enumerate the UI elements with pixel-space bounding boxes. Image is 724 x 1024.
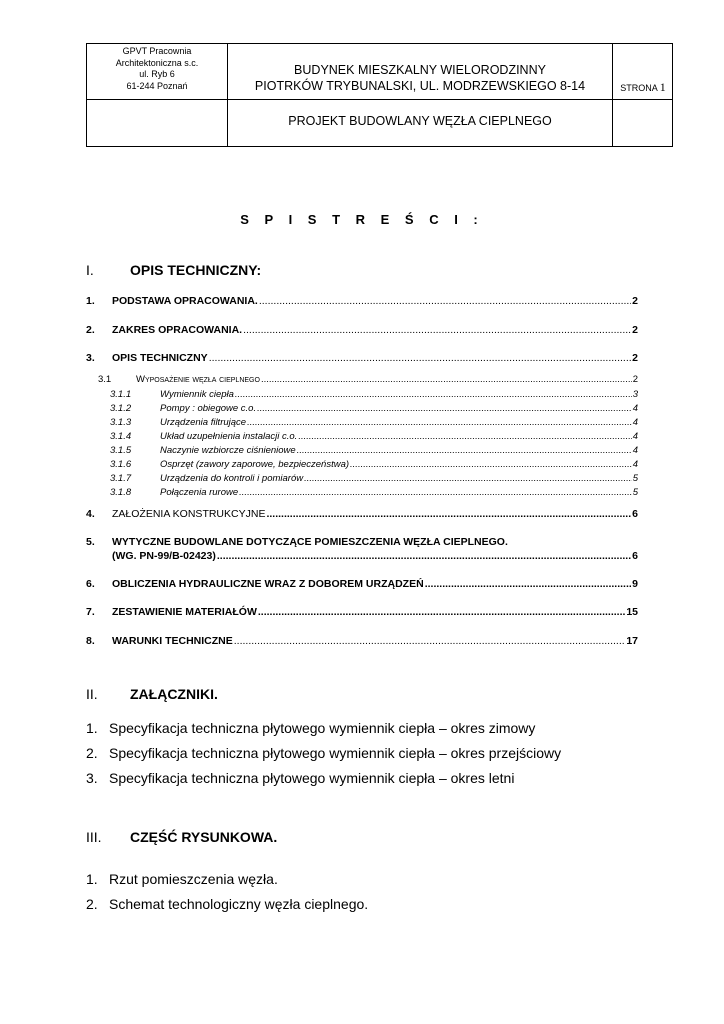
section-title: CZĘŚĆ RYSUNKOWA. bbox=[130, 829, 278, 845]
toc-entry-page: 2 bbox=[632, 352, 638, 364]
divider bbox=[87, 99, 672, 100]
toc-entry-title: Urządzenia do kontroli i pomiarów bbox=[160, 473, 304, 484]
toc-entry-title: Wyposażenie węzła cieplnego bbox=[136, 374, 260, 385]
toc-entry[interactable] bbox=[86, 578, 638, 590]
toc-entry-page: 15 bbox=[626, 606, 638, 618]
toc-leader bbox=[298, 431, 631, 442]
toc-entry[interactable] bbox=[86, 606, 638, 618]
section-title: ZAŁĄCZNIKI. bbox=[130, 686, 218, 702]
toc-entry-title: Naczynie wzbiorcze ciśnieniowe bbox=[160, 445, 296, 456]
toc-entry-title: ZESTAWIENIE MATERIAŁÓW bbox=[112, 606, 257, 618]
toc-entry-page: 4 bbox=[632, 431, 638, 442]
toc-entry-number: 4. bbox=[86, 508, 95, 520]
section-numeral: II. bbox=[86, 686, 98, 702]
toc-leader bbox=[350, 459, 632, 470]
toc-entry-title: PODSTAWA OPRACOWANIA. bbox=[112, 295, 258, 307]
toc-entry-number: 8. bbox=[86, 635, 95, 647]
toc-entry[interactable] bbox=[86, 508, 638, 520]
header-table bbox=[86, 43, 673, 147]
toc-entry-page: 9 bbox=[632, 578, 638, 590]
toc-entry[interactable] bbox=[86, 324, 638, 336]
toc-leader bbox=[304, 473, 632, 484]
toc-entry[interactable] bbox=[86, 295, 638, 307]
toc-entry-page: 3 bbox=[632, 389, 638, 400]
list-item bbox=[86, 896, 368, 912]
section-heading-1 bbox=[86, 262, 261, 278]
list-item bbox=[86, 770, 514, 786]
toc-leader bbox=[266, 508, 631, 520]
toc-entry-number: 3.1.2 bbox=[110, 403, 132, 414]
toc-entry[interactable] bbox=[86, 417, 638, 428]
list-item bbox=[86, 871, 278, 887]
toc-leader bbox=[243, 324, 631, 336]
toc-leader bbox=[259, 295, 631, 307]
toc-leader bbox=[217, 550, 631, 562]
section-title: OPIS TECHNICZNY: bbox=[130, 262, 262, 278]
toc-entry-title: Układ uzupełnienia instalacji c.o. bbox=[160, 431, 298, 442]
list-item-number: 2. bbox=[86, 896, 98, 912]
toc-leader bbox=[235, 389, 632, 400]
toc-entry-number: 3. bbox=[86, 352, 95, 364]
toc-entry-number: 1. bbox=[86, 295, 95, 307]
toc-entry[interactable] bbox=[86, 487, 638, 498]
section-numeral: III. bbox=[86, 829, 102, 845]
toc-entry-number: 3.1.5 bbox=[110, 445, 132, 456]
toc-entry[interactable] bbox=[86, 352, 638, 364]
toc-entry-number: 3.1 bbox=[98, 374, 112, 385]
toc-leader bbox=[234, 635, 626, 647]
toc-entry-page: 4 bbox=[632, 417, 638, 428]
toc-leader bbox=[425, 578, 631, 590]
toc-entry[interactable] bbox=[86, 473, 638, 484]
toc-entry-page: 4 bbox=[632, 403, 638, 414]
section-heading-3 bbox=[86, 829, 277, 845]
toc-entry[interactable] bbox=[86, 374, 638, 385]
toc-leader bbox=[209, 352, 631, 364]
toc-entry-title: (WG. PN-99/B-02423) bbox=[112, 550, 216, 562]
toc-entry-title: Osprzęt (zawory zaporowe, bezpieczeństwa) bbox=[160, 459, 350, 470]
toc-entry-title: Połączenia rurowe bbox=[160, 487, 239, 498]
list-item-text: Rzut pomieszczenia węzła. bbox=[109, 871, 278, 887]
firm-line: ul. Ryb 6 bbox=[139, 69, 175, 79]
toc-entry-title: WARUNKI TECHNICZNE bbox=[112, 635, 233, 647]
toc-entry-page: 2 bbox=[632, 324, 638, 336]
page-number: 1 bbox=[659, 80, 666, 94]
toc-entry-number: 3.1.8 bbox=[110, 487, 132, 498]
toc-entry-page: 6 bbox=[632, 550, 638, 562]
project-title: PROJEKT BUDOWLANY WĘZŁA CIEPLNEGO bbox=[288, 114, 552, 128]
toc-entry-number: 5. bbox=[86, 536, 95, 548]
toc-entry-page: 4 bbox=[632, 459, 638, 470]
toc-entry-number: 3.1.3 bbox=[110, 417, 132, 428]
toc-leader bbox=[239, 487, 632, 498]
list-item bbox=[86, 745, 561, 761]
firm-line: Architektoniczna s.c. bbox=[115, 57, 199, 68]
firm-line: 61-244 Poznań bbox=[126, 80, 188, 91]
toc-leader bbox=[257, 403, 632, 414]
toc-entry-page: 17 bbox=[626, 635, 638, 647]
toc-entry-title: ZAŁOŻENIA KONSTRUKCYJNE bbox=[112, 508, 266, 520]
section-heading-2 bbox=[86, 686, 218, 702]
list-item-text: Specyfikacja techniczna płytowego wymiennik ciepła – okres zimowy bbox=[109, 720, 536, 736]
toc-leader bbox=[247, 417, 632, 428]
toc-entry[interactable] bbox=[86, 550, 638, 562]
toc-entry[interactable] bbox=[86, 445, 638, 456]
toc-entry-number: 7. bbox=[86, 606, 95, 618]
toc-leader bbox=[258, 606, 625, 618]
list-item-number: 1. bbox=[86, 720, 98, 736]
building-line1: BUDYNEK MIESZKALNY WIELORODZINNY bbox=[294, 63, 546, 77]
toc-entry-number: 3.1.1 bbox=[110, 389, 132, 400]
toc-entry-page: 2 bbox=[632, 295, 638, 307]
building-title bbox=[228, 62, 612, 94]
list-item-number: 2. bbox=[86, 745, 98, 761]
toc-entry-page: 6 bbox=[632, 508, 638, 520]
toc-entry-title: OPIS TECHNICZNY bbox=[112, 352, 208, 364]
toc-entry-page: 2 bbox=[632, 374, 638, 385]
toc-entry-page: 5 bbox=[632, 473, 638, 484]
toc-leader bbox=[261, 374, 632, 385]
list-item-text: Schemat technologiczny węzła cieplnego. bbox=[109, 896, 369, 912]
toc-entry[interactable] bbox=[86, 536, 508, 548]
toc-entry-number: 3.1.4 bbox=[110, 431, 132, 442]
list-item-number: 3. bbox=[86, 770, 98, 786]
list-item-text: Specyfikacja techniczna płytowego wymiennik ciepła – okres przejściowy bbox=[109, 745, 562, 761]
toc-entry-page: 4 bbox=[632, 445, 638, 456]
section-numeral: I. bbox=[86, 262, 94, 278]
toc-entry-title: Urządzenia filtrujące bbox=[160, 417, 247, 428]
firm-line: GPVT Pracownia bbox=[122, 46, 192, 56]
toc-entry-title: Pompy : obiegowe c.o. bbox=[160, 403, 257, 414]
toc-entry[interactable] bbox=[86, 389, 638, 400]
toc-title: S P I S T R E Ś C I : bbox=[240, 212, 484, 227]
toc-entry-number: 2. bbox=[86, 324, 95, 336]
building-line2: PIOTRKÓW TRYBUNALSKI, UL. MODRZEWSKIEGO 8-14 bbox=[254, 79, 586, 93]
toc-entry-title: WYTYCZNE BUDOWLANE DOTYCZĄCE POMIESZCZENIA WĘZŁA CIEPLNEGO. bbox=[112, 536, 508, 548]
list-item-number: 1. bbox=[86, 871, 98, 887]
toc-entry-title: ZAKRES OPRACOWANIA. bbox=[112, 324, 243, 336]
divider bbox=[612, 44, 613, 146]
toc-entry-page: 5 bbox=[632, 487, 638, 498]
toc-entry[interactable] bbox=[86, 459, 638, 470]
toc-entry-number: 6. bbox=[86, 578, 95, 590]
toc-entry[interactable] bbox=[86, 635, 638, 647]
toc-entry-number: 3.1.6 bbox=[110, 459, 132, 470]
toc-leader bbox=[297, 445, 632, 456]
toc-entry[interactable] bbox=[86, 403, 638, 414]
toc-entry-title: Wymiennik ciepła bbox=[160, 389, 234, 400]
toc-entry-number: 3.1.7 bbox=[110, 473, 132, 484]
page-label: STRONA bbox=[620, 83, 658, 93]
toc-entry-title: OBLICZENIA HYDRAULICZNE WRAZ Z DOBOREM URZĄDZEŃ bbox=[112, 578, 424, 590]
list-item-text: Specyfikacja techniczna płytowego wymiennik ciepła – okres letni bbox=[109, 770, 515, 786]
divider bbox=[227, 44, 228, 146]
firm-address bbox=[87, 46, 227, 92]
page-indicator bbox=[614, 80, 672, 95]
toc-entry[interactable] bbox=[86, 431, 638, 442]
list-item bbox=[86, 720, 535, 736]
